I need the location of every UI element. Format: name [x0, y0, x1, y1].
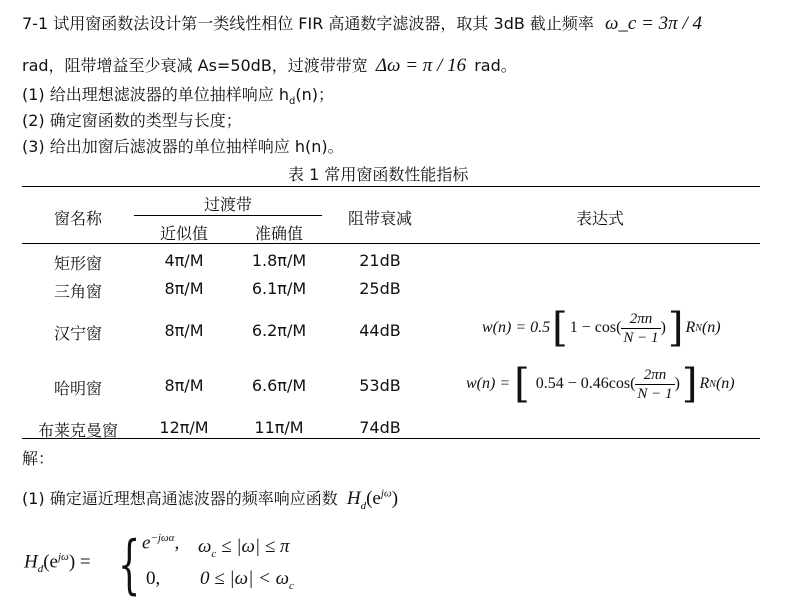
case-1-comma: , [174, 532, 180, 554]
hd-close: ) [391, 488, 399, 509]
transition-width-math: Δω = π / 16 [375, 55, 467, 76]
piecewise-lhs [24, 551, 91, 575]
table-caption: 表 1 常用窗函数性能指标 [288, 165, 469, 184]
table-row-approx: 8π/M [164, 321, 204, 340]
cutoff-frequency-math: ω_c = 3π / 4 [605, 13, 702, 34]
hamming-fraction [635, 366, 674, 403]
table-row-exact: 6.2π/M [251, 321, 307, 340]
table-row-approx: 8π/M [164, 279, 204, 298]
piecewise-case-2: 0, [146, 568, 161, 589]
hd-subscript: d [360, 499, 367, 512]
piece-h-superscript: jω [58, 551, 69, 563]
fraction-denominator: N − 1 [623, 329, 659, 346]
table-row-exact: 6.6π/M [251, 376, 307, 395]
problem-line-2-text-b: rad。 [474, 56, 517, 75]
window-rn: R [699, 375, 710, 392]
table-row-attenuation: 44dB [359, 321, 401, 340]
item-1-end: (n)； [295, 85, 334, 104]
piece-h-close: ) = [68, 551, 91, 573]
solution-label: 解： [22, 449, 55, 468]
window-rn-subscript: N [709, 378, 716, 390]
cond-2-text: 0 ≤ |ω| < ω [200, 568, 290, 589]
window-rn-arg: (n) [715, 375, 735, 392]
problem-line-2-text-a: rad，阻带增益至少衰减 As=50dB，过渡带带宽 [22, 56, 368, 75]
problem-item-1 [22, 82, 334, 107]
table-row-name: 汉宁窗 [53, 324, 102, 343]
problem-line-1 [22, 11, 702, 35]
hanning-fraction [621, 310, 660, 347]
table-row-approx: 4π/M [164, 251, 204, 270]
header-attenuation: 阻带衰减 [347, 209, 412, 228]
table-row-exact: 11π/M [254, 418, 304, 437]
fraction-numerator: 2πn [621, 310, 660, 329]
item-1-subscript: d [288, 96, 296, 108]
piecewise-case-1 [142, 532, 179, 554]
fraction-numerator: 2πn [635, 366, 674, 385]
table-row-attenuation: 74dB [359, 418, 401, 437]
right-bracket: ] [667, 305, 684, 351]
table-row-attenuation: 53dB [359, 376, 401, 395]
hd-superscript: jω [380, 487, 392, 500]
solution-step-1 [22, 486, 398, 512]
window-rn-subscript: N [695, 322, 702, 334]
step-1-text: (1) 确定逼近理想高通滤波器的频率响应函数 [22, 489, 338, 508]
hamming-inner: 0.54 − 0.46cos( [535, 375, 636, 392]
table-row-exact: 6.1π/M [251, 279, 307, 298]
piece-h-arg: (e [43, 551, 58, 573]
piecewise-cond-2 [200, 568, 294, 592]
hanning-inner: 1 − cos( [569, 319, 622, 336]
hanning-expression [482, 306, 721, 350]
problem-line-2 [22, 53, 517, 77]
table-row-name: 哈明窗 [53, 379, 102, 398]
transition-sub-rule [134, 215, 322, 216]
right-bracket: ] [681, 361, 698, 407]
cond-1-omega: ω [198, 536, 212, 557]
table-row-approx: 12π/M [159, 418, 209, 437]
table-row-attenuation: 21dB [359, 251, 401, 270]
table-row-exact: 1.8π/M [251, 251, 307, 270]
table-row-name: 三角窗 [53, 282, 102, 301]
hd-arg: (e [366, 488, 381, 509]
header-approx: 近似值 [159, 224, 208, 243]
item-1-text: (1) 给出理想滤波器的单位抽样响应 h [22, 85, 289, 104]
left-brace: { [118, 528, 141, 602]
case-1-exp: e [142, 532, 151, 554]
left-bracket: [ [552, 305, 568, 351]
window-rn: R [685, 319, 696, 336]
piecewise-cond-1 [198, 536, 290, 560]
window-rn-arg: (n) [701, 319, 721, 336]
header-window-name: 窗名称 [53, 209, 102, 228]
case-1-superscript: −jωα [150, 532, 175, 544]
step-1-math [346, 487, 399, 512]
table-row-attenuation: 25dB [359, 279, 401, 298]
header-expression: 表达式 [575, 209, 624, 228]
table-row-name: 布莱克曼窗 [37, 421, 118, 440]
problem-item-3: (3) 给出加窗后滤波器的单位抽样响应 h(n)。 [22, 137, 344, 156]
left-bracket: [ [514, 361, 530, 407]
header-exact: 准确值 [254, 224, 303, 243]
table-row-name: 矩形窗 [53, 254, 102, 273]
hd-symbol: H [346, 488, 361, 509]
table-top-rule [22, 186, 760, 187]
cond-2-subscript: c [289, 579, 294, 592]
fraction-denominator: N − 1 [637, 385, 673, 402]
header-transition: 过渡带 [203, 195, 252, 214]
problem-line-1-text: 7-1 试用窗函数法设计第一类线性相位 FIR 高通数字滤波器，取其 3dB 截止频率 [22, 14, 594, 33]
hamming-expression [466, 362, 735, 406]
table-header-rule [22, 243, 760, 244]
cond-1-rest: ≤ |ω| ≤ π [216, 536, 290, 557]
piece-h-symbol: H [24, 551, 38, 573]
hanning-close-paren: ) [660, 319, 666, 336]
hanning-lhs: w(n) = 0.5 [482, 319, 551, 336]
problem-item-2: (2) 确定窗函数的类型与长度； [22, 111, 242, 130]
cond-1-subscript: c [211, 547, 217, 560]
table-row-approx: 8π/M [164, 376, 204, 395]
hamming-lhs: w(n) = [466, 375, 511, 392]
piece-h-subscript: d [37, 563, 44, 576]
hamming-close-paren: ) [674, 375, 680, 392]
